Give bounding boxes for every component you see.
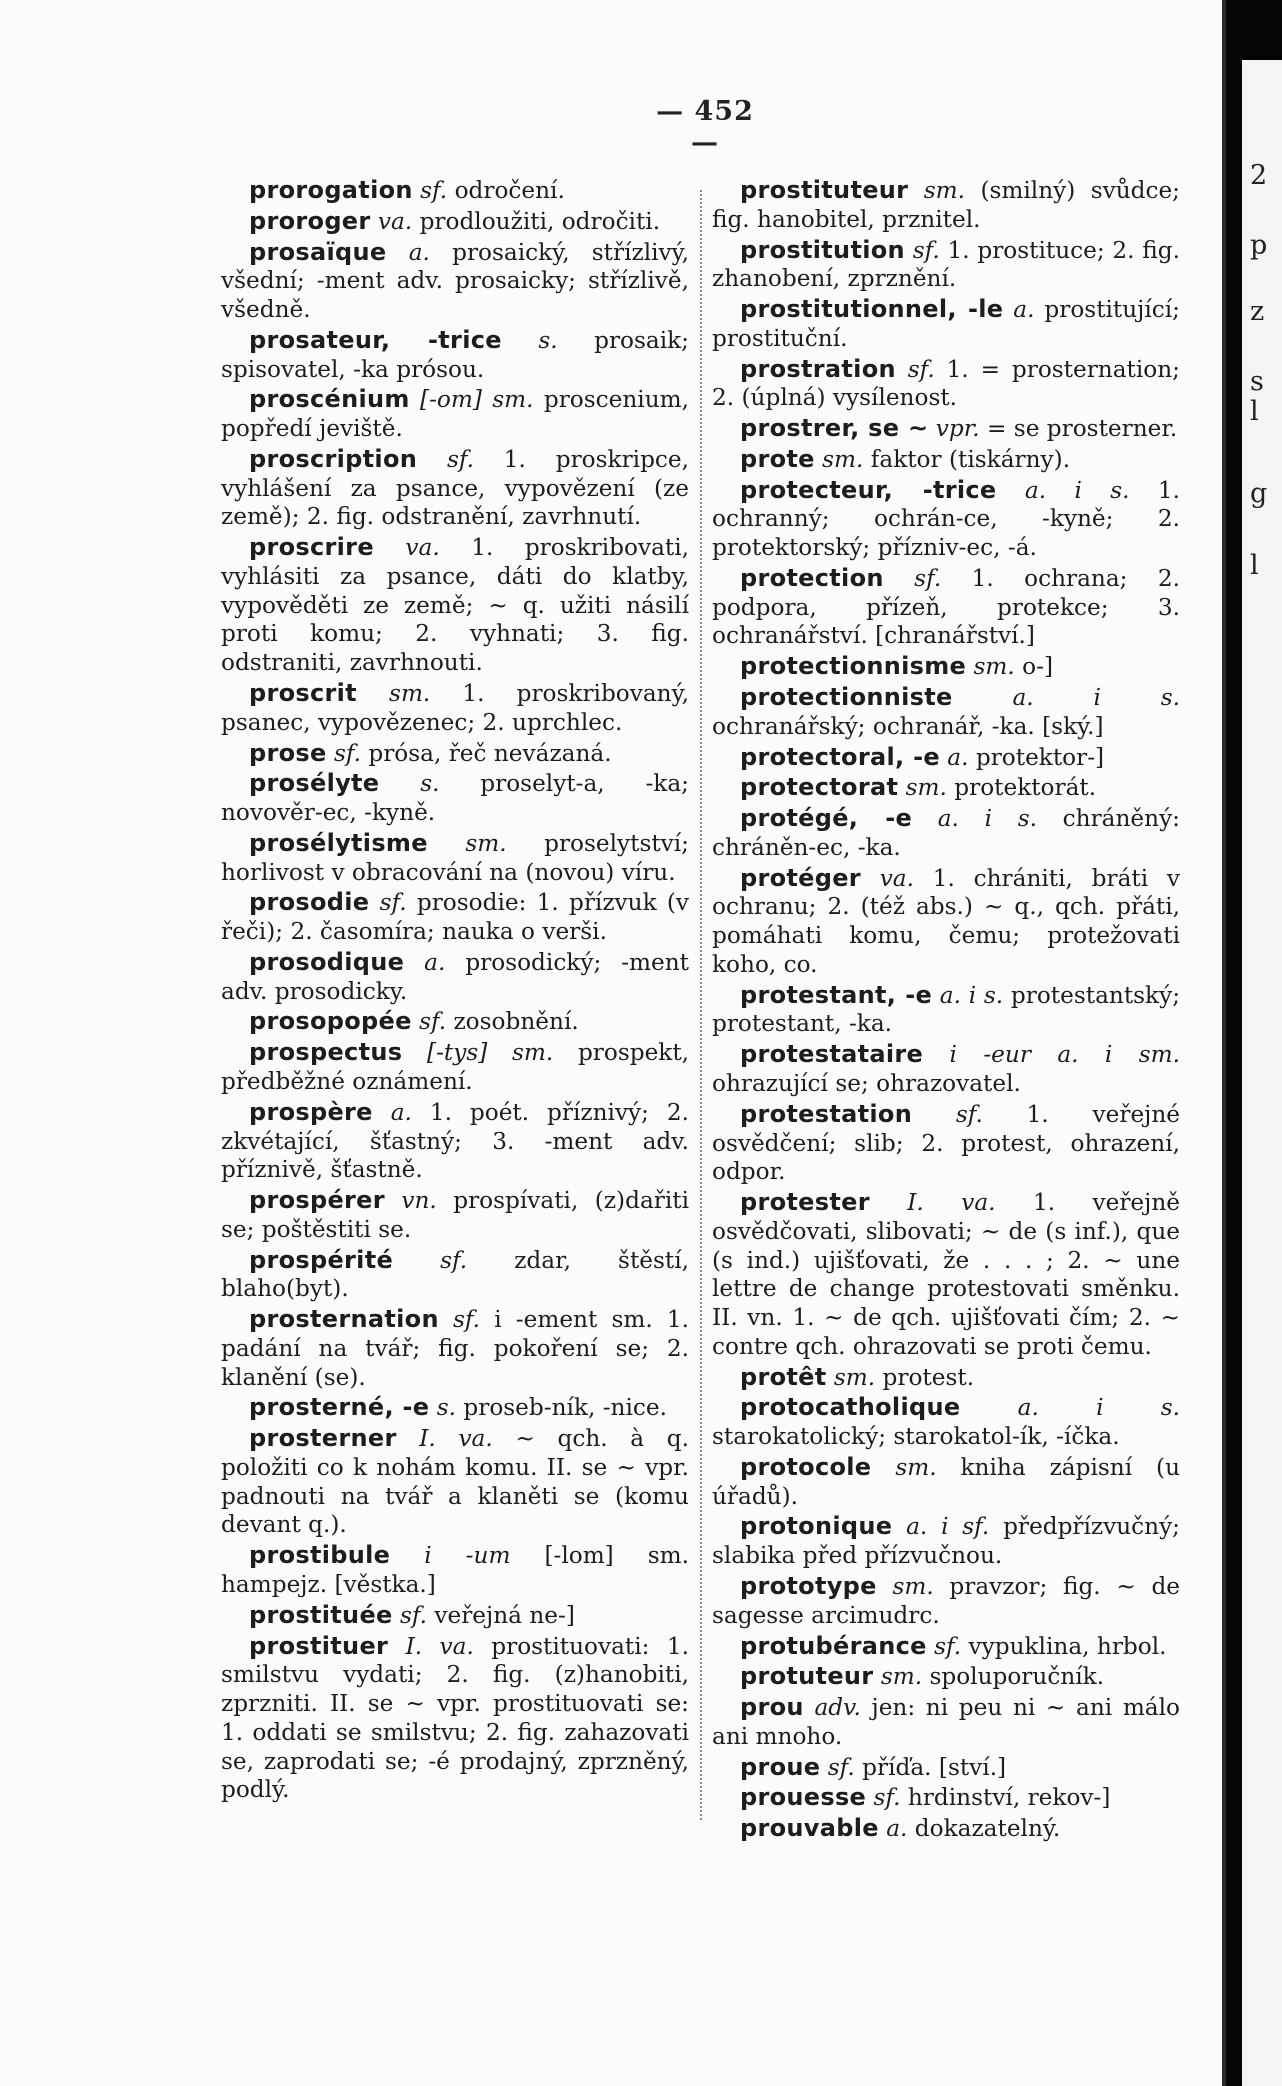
dictionary-entry (712, 683, 1180, 742)
entry-definition: proselyt-a, -ka; novověr-ec, -kyně. (221, 770, 689, 827)
entry-headword: prostitutionnel, -le (740, 295, 1004, 324)
dictionary-entry (712, 414, 1180, 444)
entry-headword: proscénium (249, 385, 410, 414)
entry-headword: proscription (249, 444, 418, 473)
entry-definition: jen: ni peu ni ~ ani málo ani mnoho. (712, 1694, 1181, 1750)
dictionary-entry (221, 739, 689, 769)
entry-definition: spoluporučník. (929, 1663, 1105, 1691)
dictionary-entry (221, 1632, 689, 1806)
entry-headword: prosélytisme (249, 828, 428, 857)
entry-grammar: sf. (420, 177, 448, 204)
entry-headword: protestataire (740, 1040, 924, 1069)
entry-definition: 1. veřejně osvědčovati, slibovati; ~ de (s inf.), que (s ind.) ujišťovati, že . . . ; 2. ~ une lettre de change protestovati směnku. II. vn. 1. ~ de qch. ujišťovati čím; 2. ~ contre qch. ohrazovati se proti čemu. (712, 1189, 1180, 1360)
entry-grammar: sf. (333, 739, 361, 767)
entry-headword: protectoral, -e (740, 742, 940, 771)
entry-definition: prosodie: 1. přízvuk (v řeči); 2. časomíra; nauka o verši. (221, 889, 689, 946)
entry-grammar: sm. (973, 653, 1015, 681)
entry-headword: prototype (740, 1571, 877, 1600)
entry-definition: pravzor; fig. ~ de sagesse arcimudrc. (712, 1572, 1181, 1629)
entry-definition: prospekt, předběžné oznámení. (221, 1039, 690, 1095)
entry-grammar: i -um (424, 1542, 511, 1570)
next-page-fragment: l (1250, 550, 1259, 581)
dictionary-entry (221, 1098, 689, 1185)
entry-grammar: sm. (389, 680, 431, 708)
entry-grammar: sf. (955, 1100, 983, 1128)
entry-headword: prosterner (249, 1424, 397, 1453)
entry-grammar: sf. (914, 564, 942, 592)
entry-grammar: adv. (814, 1694, 861, 1722)
entry-headword: protocole (740, 1452, 872, 1481)
entry-headword: proscrit (249, 679, 357, 708)
entry-headword: prosternation (249, 1305, 439, 1334)
entry-definition: zosobnění. (453, 1008, 579, 1036)
entry-headword: prose (249, 738, 327, 767)
dictionary-entry (221, 1541, 689, 1600)
entry-definition: prostitující; prostituční. (712, 296, 1180, 352)
entry-headword: protectionnisme (740, 652, 967, 681)
entry-definition: faktor (tiskárny). (870, 445, 1071, 473)
entry-definition: proseb-ník, -nice. (463, 1394, 667, 1422)
dictionary-entry (221, 385, 689, 444)
entry-grammar: I. va. (405, 1632, 474, 1660)
entry-grammar: sf. (379, 889, 407, 917)
entry-grammar: sm. (905, 774, 947, 802)
entry-grammar: s. (420, 770, 440, 798)
entry-definition: prostituovati: 1. smilstvu vydati; 2. fig. (z)hanobiti, zprzniti. II. se ~ vpr. prostituovati se: 1. oddati se smilstvu; 2. fig. zahazovati se, zaprodati se; -é prodajný, zprzněný, podlý. (221, 1632, 690, 1804)
entry-headword: protectionniste (740, 683, 953, 712)
dictionary-entry (221, 1246, 689, 1305)
entry-grammar: s. (436, 1394, 457, 1422)
entry-grammar: a. (1013, 296, 1035, 324)
entry-definition: hrdinství, rekov-] (907, 1784, 1111, 1812)
dictionary-entry (221, 176, 689, 206)
entry-headword: prospérer (249, 1186, 385, 1215)
entry-definition: prosodický; -ment adv. prosodicky. (221, 948, 689, 1005)
dictionary-entry (712, 1188, 1180, 1362)
dictionary-entry (712, 355, 1180, 414)
entry-headword: protester (740, 1188, 870, 1217)
dictionary-entry (712, 743, 1180, 773)
entry-definition: zdar, štěstí, blaho(byt). (221, 1246, 690, 1303)
entry-grammar: sm. (892, 1572, 934, 1600)
next-page-fragment: l (1250, 396, 1259, 427)
dictionary-entry (221, 207, 689, 237)
entry-grammar: sm. (880, 1663, 923, 1691)
entry-headword: prostration (740, 354, 896, 383)
dictionary-entry (712, 1040, 1180, 1099)
entry-headword: protonique (740, 1512, 893, 1541)
dictionary-entry (712, 1753, 1180, 1783)
entry-headword: prostituteur (740, 176, 909, 204)
dictionary-entry (221, 533, 689, 678)
entry-definition: příďa. [ství.] (862, 1753, 1007, 1781)
entry-headword: protuteur (740, 1662, 874, 1691)
entry-grammar: [-tys] sm. (427, 1039, 554, 1067)
dictionary-entry (712, 773, 1180, 803)
next-page-edge (1242, 60, 1282, 2086)
dictionary-entry (712, 804, 1180, 863)
next-page-fragment: g (1250, 478, 1268, 509)
entry-grammar: a. (947, 743, 969, 771)
dictionary-entry (712, 1693, 1180, 1752)
entry-grammar: sf. (453, 1306, 481, 1334)
page-number: — 452 — (656, 96, 754, 158)
entry-headword: prosopopée (249, 1007, 412, 1036)
dictionary-entry (221, 1601, 689, 1631)
entry-grammar: I. va. (419, 1425, 493, 1453)
entry-grammar: sm. (923, 177, 966, 204)
entry-headword: prosateur, -trice (249, 325, 502, 354)
dictionary-entry (712, 1363, 1180, 1393)
dictionary-entry (712, 176, 1180, 235)
entry-grammar: a. (886, 1815, 908, 1843)
entry-headword: protectorat (740, 773, 899, 802)
entry-headword: proue (740, 1752, 821, 1781)
dictionary-entry (712, 564, 1180, 651)
entry-headword: prospère (249, 1097, 373, 1126)
entry-headword: prouesse (740, 1783, 867, 1812)
dictionary-entry (221, 1424, 689, 1540)
dictionary-entry (712, 1453, 1180, 1512)
entry-definition: starokatolický; starokatol-ík, -íčka. (712, 1423, 1120, 1451)
entry-grammar: sf. (419, 1008, 447, 1036)
dictionary-entry (221, 326, 689, 385)
entry-headword: prou (740, 1693, 804, 1722)
dictionary-entry (712, 1393, 1180, 1452)
entry-headword: protéger (740, 863, 861, 892)
left-column (221, 176, 689, 1806)
dictionary-entry (221, 1007, 689, 1037)
dictionary-entry (221, 948, 689, 1007)
next-page-fragment: p (1250, 230, 1268, 261)
entry-definition: 1. poét. příznivý; 2. zkvétající, šťastný; 3. -ment adv. příznivě, šťastně. (221, 1098, 690, 1184)
entry-grammar: a. i s. (1012, 684, 1181, 712)
dictionary-entry (712, 1814, 1180, 1844)
entry-definition: i -ement sm. 1. padání na tvář; fig. pokoření se; 2. klanění (se). (221, 1306, 690, 1391)
entry-definition: vypuklina, hrbol. (968, 1632, 1167, 1660)
dictionary-entry (712, 236, 1180, 295)
right-column (712, 176, 1180, 1845)
dictionary-entry (712, 1100, 1180, 1187)
dictionary-entry (221, 769, 689, 828)
entry-grammar: sf. (907, 355, 935, 383)
entry-headword: prostituée (249, 1600, 393, 1629)
entry-definition: ochranářský; ochranář, -ka. [ský.] (712, 712, 1104, 740)
entry-headword: prosodie (249, 888, 370, 917)
dictionary-entry (712, 981, 1180, 1040)
dictionary-entry (221, 888, 689, 947)
dictionary-entry (712, 295, 1180, 354)
entry-headword: protection (740, 563, 884, 592)
entry-definition: prósa, řeč nevázaná. (368, 739, 612, 767)
entry-grammar: va. (405, 534, 440, 562)
dictionary-entry (712, 476, 1180, 563)
entry-headword: prospectus (249, 1038, 403, 1067)
dictionary-entry (221, 679, 689, 738)
entry-headword: prosterné, -e (249, 1393, 430, 1422)
entry-grammar: sf. (399, 1601, 428, 1629)
dictionary-entry (712, 1783, 1180, 1813)
entry-grammar: va. (377, 207, 413, 235)
dictionary-entry (221, 1305, 689, 1392)
entry-headword: prorogation (249, 176, 413, 204)
entry-definition: = se prosterner. (987, 415, 1178, 443)
entry-headword: prouvable (740, 1814, 879, 1843)
dictionary-entry (712, 445, 1180, 475)
entry-headword: prosodique (249, 947, 405, 976)
next-page-fragment: 2 (1250, 160, 1268, 191)
dictionary-entry (712, 652, 1180, 682)
entry-grammar: I. va. (907, 1189, 996, 1217)
entry-grammar: sf. (873, 1784, 901, 1812)
entry-definition: prosaický, střízlivý, všední; -ment adv. prosaicky; střízlivě, všedně. (221, 238, 690, 324)
entry-definition: 1. proskribovati, vyhlásiti za psance, dáti do klatby, vypověděti ze země; ~ q. užiti násilí proti komu; 2. vyhnati; 3. fig. odstraniti, zavrhnouti. (221, 534, 689, 677)
entry-definition: dokazatelný. (914, 1815, 1061, 1843)
entry-grammar: sm. (822, 445, 864, 473)
entry-grammar: a. (408, 238, 430, 266)
entry-headword: prostitution (740, 235, 905, 264)
entry-definition: protestantský; protestant, -ka. (712, 981, 1181, 1038)
dictionary-entry (221, 1393, 689, 1423)
entry-grammar: sm. (833, 1363, 876, 1391)
entry-definition: 1. chrániti, bráti v ochranu; 2. (též abs.) ~ q., qch. přáti, pomáhati komu, čemu; protežovati koho, co. (712, 864, 1180, 978)
entry-grammar: sf. (446, 445, 474, 473)
dictionary-entry (221, 238, 689, 325)
entry-definition: kniha zápisní (u úřadů). (712, 1453, 1181, 1510)
entry-grammar: a. i s. (1024, 476, 1130, 504)
entry-grammar: a. (390, 1098, 412, 1126)
entry-definition: 1. proskripce, vyhlášení za psance, vypovězení (ze země); 2. fig. odstranění, zavrhnutí. (221, 445, 689, 531)
entry-headword: prostrer, se ~ (740, 414, 929, 443)
entry-definition: proselytství; horlivost v obracování na (novou) víru. (221, 829, 689, 886)
entry-grammar: sm. (465, 829, 507, 857)
column-divider (700, 190, 702, 1820)
dictionary-entry (221, 1038, 689, 1097)
entry-grammar: va. (879, 864, 914, 892)
entry-definition: prospívati, (z)dařiti se; poštěstiti se. (221, 1187, 689, 1243)
dictionary-entry (221, 1186, 689, 1245)
entry-grammar: sf. (934, 1632, 962, 1660)
entry-grammar: s. (538, 326, 558, 354)
entry-definition: prodloužiti, odročiti. (419, 207, 661, 235)
dictionary-entry (712, 1512, 1180, 1571)
entry-definition: o-] (1022, 653, 1053, 681)
entry-definition: předpřízvučný; slabika před přízvučnou. (712, 1513, 1180, 1570)
entry-definition: 1. ochrana; 2. podpora, přízeň, protekce; 3. ochranářství. [chranářství.] (712, 564, 1181, 650)
entry-definition: 1. prostituce; 2. fig. zhanobení, zprznění. (712, 236, 1180, 293)
entry-grammar: a. i s. (937, 805, 1037, 833)
dictionary-entry (221, 829, 689, 888)
dictionary-entry (712, 864, 1180, 980)
dictionary-entry (221, 445, 689, 532)
entry-headword: protubérance (740, 1631, 927, 1660)
entry-grammar: vn. (401, 1187, 437, 1215)
entry-definition: chráněný: chráněn-ec, -ka. (712, 805, 1180, 861)
entry-definition: ohrazující se; ohrazovatel. (712, 1069, 1021, 1097)
entry-headword: protecteur, -trice (740, 475, 997, 504)
entry-definition: protektorát. (954, 774, 1097, 802)
entry-definition: ~ qch. à q. položiti co k nohám komu. II. se ~ vpr. padnouti na tvář a klaněti se (komu devant q.). (221, 1425, 690, 1539)
entry-grammar: sm. (895, 1453, 937, 1481)
entry-definition: proscenium, popředí jeviště. (221, 386, 689, 443)
entry-definition: 1. = prosternation; 2. (úplná) vysílenost. (712, 355, 1180, 412)
entry-definition: 1. ochranný; ochrán-ce, -kyně; 2. protektorský; přízniv-ec, -á. (712, 476, 1180, 562)
entry-headword: protêt (740, 1362, 827, 1391)
entry-headword: prostibule (249, 1541, 391, 1570)
next-page-fragment: s (1250, 366, 1264, 397)
entry-headword: prosélyte (249, 769, 380, 798)
entry-grammar: i -eur a. i sm. (949, 1041, 1180, 1069)
entry-grammar: a. i s. (939, 981, 1004, 1009)
entry-headword: proscrire (249, 533, 374, 562)
entry-headword: protégé, -e (740, 804, 913, 833)
entry-headword: prosaïque (249, 237, 387, 266)
entry-headword: prote (740, 444, 815, 473)
entry-definition: (smilný) svůdce; fig. hanobitel, prznitel. (712, 177, 1180, 233)
entry-grammar: a. i sf. (906, 1513, 990, 1541)
entry-definition: 1. proskribovaný, psanec, vypovězenec; 2. uprchlec. (221, 680, 690, 736)
entry-definition: 1. veřejné osvědčení; slib; 2. protest, ohrazení, odpor. (712, 1100, 1181, 1186)
entry-headword: prospérité (249, 1245, 394, 1274)
next-page-fragment: z (1250, 296, 1265, 327)
entry-grammar: sf. (827, 1753, 855, 1781)
entry-headword: protocatholique (740, 1393, 961, 1422)
entry-headword: protestant, -e (740, 980, 933, 1009)
dictionary-entry (712, 1572, 1180, 1631)
entry-grammar: sf. (912, 236, 940, 264)
entry-headword: protestation (740, 1099, 913, 1128)
entry-definition: [-lom] sm. hampejz. [věstka.] (221, 1542, 689, 1598)
entry-definition: protektor-] (975, 743, 1105, 771)
dictionary-entry (712, 1632, 1180, 1662)
entry-grammar: a. i s. (1017, 1394, 1181, 1422)
entry-definition: prosaik; spisovatel, -ka prósou. (221, 326, 689, 383)
dictionary-entry (712, 1662, 1180, 1692)
entry-definition: odročení. (454, 177, 565, 204)
entry-grammar: a. (424, 948, 446, 976)
entry-definition: veřejná ne-] (434, 1601, 575, 1629)
entry-definition: protest. (882, 1363, 975, 1391)
entry-grammar: sf. (440, 1246, 468, 1274)
entry-headword: proroger (249, 206, 371, 235)
entry-headword: prostituer (249, 1631, 389, 1660)
entry-grammar: vpr. (935, 415, 980, 443)
entry-grammar: [-om] sm. (420, 386, 534, 414)
